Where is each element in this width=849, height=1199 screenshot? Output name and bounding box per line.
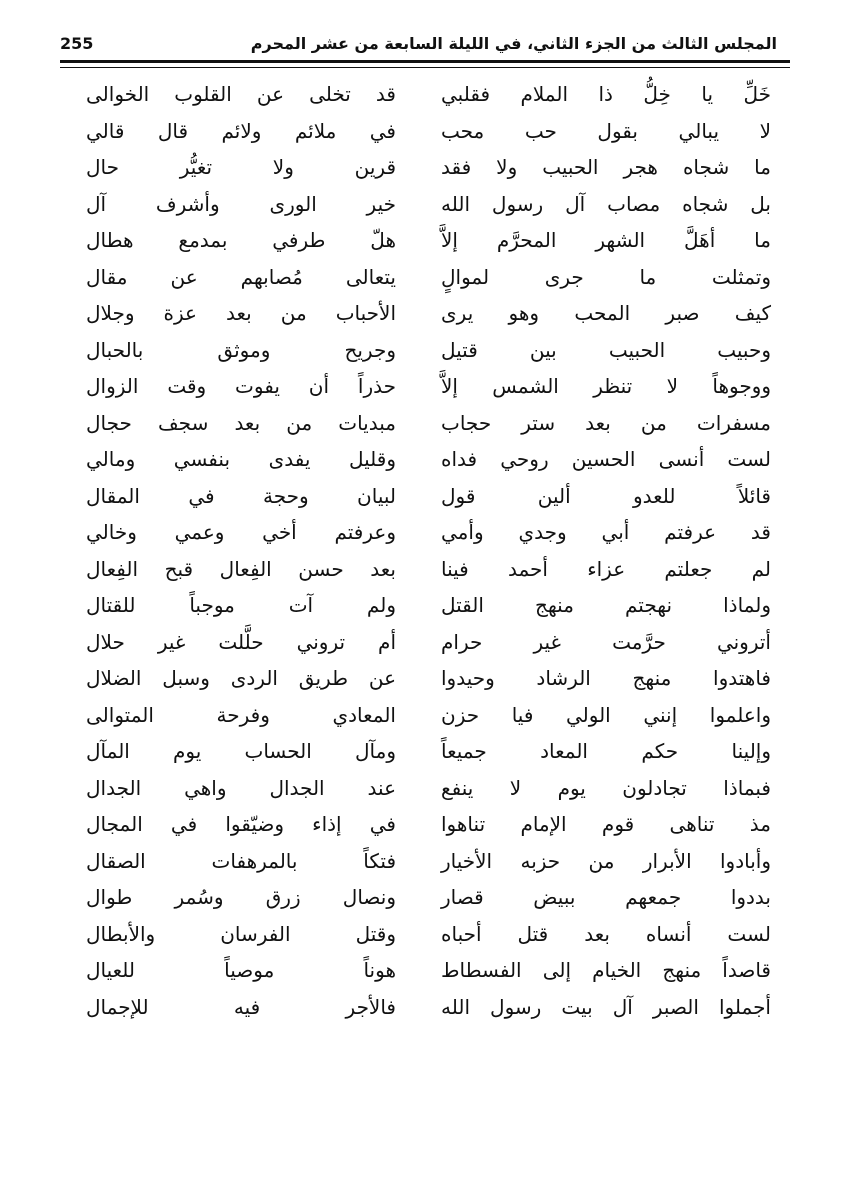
verse-second-hemistich: وعرفتم أخي وعمي وخالي [86, 520, 396, 544]
verse-first-hemistich: ما شجاه هجر الحبيب ولا فقد [441, 155, 771, 179]
verse-second-hemistich: مبديات من بعد سجف حجال [86, 410, 396, 435]
verse-line [0, 405, 849, 442]
verse-line [0, 624, 849, 661]
verse-line [0, 989, 849, 1026]
poem-verses [0, 76, 849, 1025]
verse-line [0, 952, 849, 989]
verse-second-hemistich: عن طريق الردى وسبل الضلال [86, 666, 396, 690]
verse-first-hemistich: لست أنساه بعد قتل أحباه [441, 921, 771, 946]
verse-first-hemistich: لا يبالي بقول حب محب [441, 118, 771, 143]
verse-line [0, 295, 849, 332]
verse-first-hemistich: أجملوا الصبر آل بيت رسول الله [441, 994, 771, 1019]
verse-second-hemistich: ومآل الحساب يوم المآل [86, 739, 396, 763]
verse-second-hemistich: وجريح وموثق بالحبال [86, 337, 396, 362]
verse-line [0, 186, 849, 223]
verse-first-hemistich: ولماذا نهجتم منهج القتل [441, 593, 771, 617]
verse-first-hemistich: قائلاً للعدو ألين قول [441, 483, 771, 508]
verse-first-hemistich: وتمثلت ما جرى لموالٍ [441, 264, 771, 289]
verse-first-hemistich: وأبادوا الأبرار من حزبه الأخيار [441, 848, 771, 873]
verse-line [0, 770, 849, 807]
verse-line [0, 551, 849, 588]
verse-second-hemistich: بعد حسن الفِعال قبح الفِعال [86, 556, 396, 581]
verse-second-hemistich: المعادي وفرحة المتوالى [86, 702, 396, 727]
verse-first-hemistich: لست أنسى الحسين روحي فداه [441, 447, 771, 471]
verse-first-hemistich: ووجوهاً لا تنظر الشمس إلاَّ [441, 374, 771, 398]
verse-second-hemistich: لبيان وحجة في المقال [86, 483, 396, 508]
verse-second-hemistich: في إذاء وضيّقوا في المجال [86, 812, 396, 836]
verse-second-hemistich: وقليل يفدى بنفسي ومالي [86, 447, 396, 471]
verse-second-hemistich: خير الورى وأشرف آل [86, 191, 396, 216]
verse-line [0, 733, 849, 770]
verse-first-hemistich: ما أهَلَّ الشهر المحرَّم إلاَّ [441, 228, 771, 252]
running-header-title: المجلس الثالث من الجزء الثاني، في الليلة السابعة من عشر المحرم [250, 34, 777, 53]
verse-second-hemistich: قرين ولا تغيُّر حال [86, 155, 396, 179]
verse-first-hemistich: فاهتدوا منهج الرشاد وحيدوا [441, 666, 771, 690]
verse-second-hemistich: ونصال زرق وسُمر طوال [86, 885, 396, 909]
verse-line [0, 879, 849, 916]
verse-line [0, 441, 849, 478]
verse-second-hemistich: عند الجدال واهي الجدال [86, 775, 396, 800]
verse-second-hemistich: وقتل الفرسان والأبطال [86, 921, 396, 946]
verse-first-hemistich: كيف صبر المحب وهو يرى [441, 301, 771, 325]
verse-second-hemistich: في ملائم ولائم قال قالي [86, 118, 396, 143]
verse-line [0, 259, 849, 296]
verse-first-hemistich: خَلِّ يا خِلُّ ذا الملام فقلبي [441, 82, 771, 106]
verse-line [0, 332, 849, 369]
verse-second-hemistich: هوناً موصياً للعيال [86, 958, 396, 982]
verse-second-hemistich: حذراً أن يفوت وقت الزوال [86, 374, 396, 398]
verse-first-hemistich: مسفرات من بعد ستر حجاب [441, 410, 771, 435]
verse-line [0, 806, 849, 843]
verse-line [0, 113, 849, 150]
verse-first-hemistich: بل شجاه مصاب آل رسول الله [441, 191, 771, 216]
verse-second-hemistich: هلّ طرفي بمدمع هطال [86, 228, 396, 252]
verse-first-hemistich: لم جعلتم عزاء أحمد فينا [441, 556, 771, 581]
verse-line [0, 368, 849, 405]
header-rule-thin [60, 67, 790, 68]
verse-line [0, 916, 849, 953]
page-number: 255 [60, 34, 94, 53]
verse-second-hemistich: ولم آت موجباً للقتال [86, 593, 396, 617]
verse-line [0, 514, 849, 551]
verse-line [0, 478, 849, 515]
verse-first-hemistich: واعلموا إنني الولي فيا حزن [441, 702, 771, 727]
verse-line [0, 222, 849, 259]
header-rule-thick [60, 60, 790, 63]
verse-first-hemistich: قاصداً منهج الخيام إلى الفسطاط [441, 958, 771, 982]
verse-line [0, 697, 849, 734]
verse-second-hemistich: فالأجر فيه للإجمال [86, 994, 396, 1019]
verse-first-hemistich: بددوا جمعهم ببيض قصار [441, 885, 771, 909]
verse-line [0, 660, 849, 697]
verse-second-hemistich: يتعالى مُصابهم عن مقال [86, 264, 396, 289]
verse-second-hemistich: الأحباب من بعد عزة وجلال [86, 301, 396, 325]
verse-second-hemistich: قد تخلى عن القلوب الخوالى [86, 82, 396, 106]
verse-first-hemistich: مذ تناهى قوم الإمام تناهوا [441, 812, 771, 836]
verse-line [0, 76, 849, 113]
verse-first-hemistich: فبماذا تجادلون يوم لا ينفع [441, 775, 771, 800]
verse-line [0, 149, 849, 186]
verse-first-hemistich: وإلينا حكم المعاد جميعاً [441, 739, 771, 763]
verse-first-hemistich: أتروني حرَّمت غير حرام [441, 629, 771, 654]
verse-second-hemistich: أم تروني حلَّلت غير حلال [86, 629, 396, 654]
verse-line [0, 843, 849, 880]
verse-first-hemistich: قد عرفتم أبي وجدي وأمي [441, 520, 771, 544]
verse-second-hemistich: فتكاً بالمرهفات الصقال [86, 848, 396, 873]
verse-first-hemistich: وحبيب الحبيب بين قتيل [441, 337, 771, 362]
verse-line [0, 587, 849, 624]
